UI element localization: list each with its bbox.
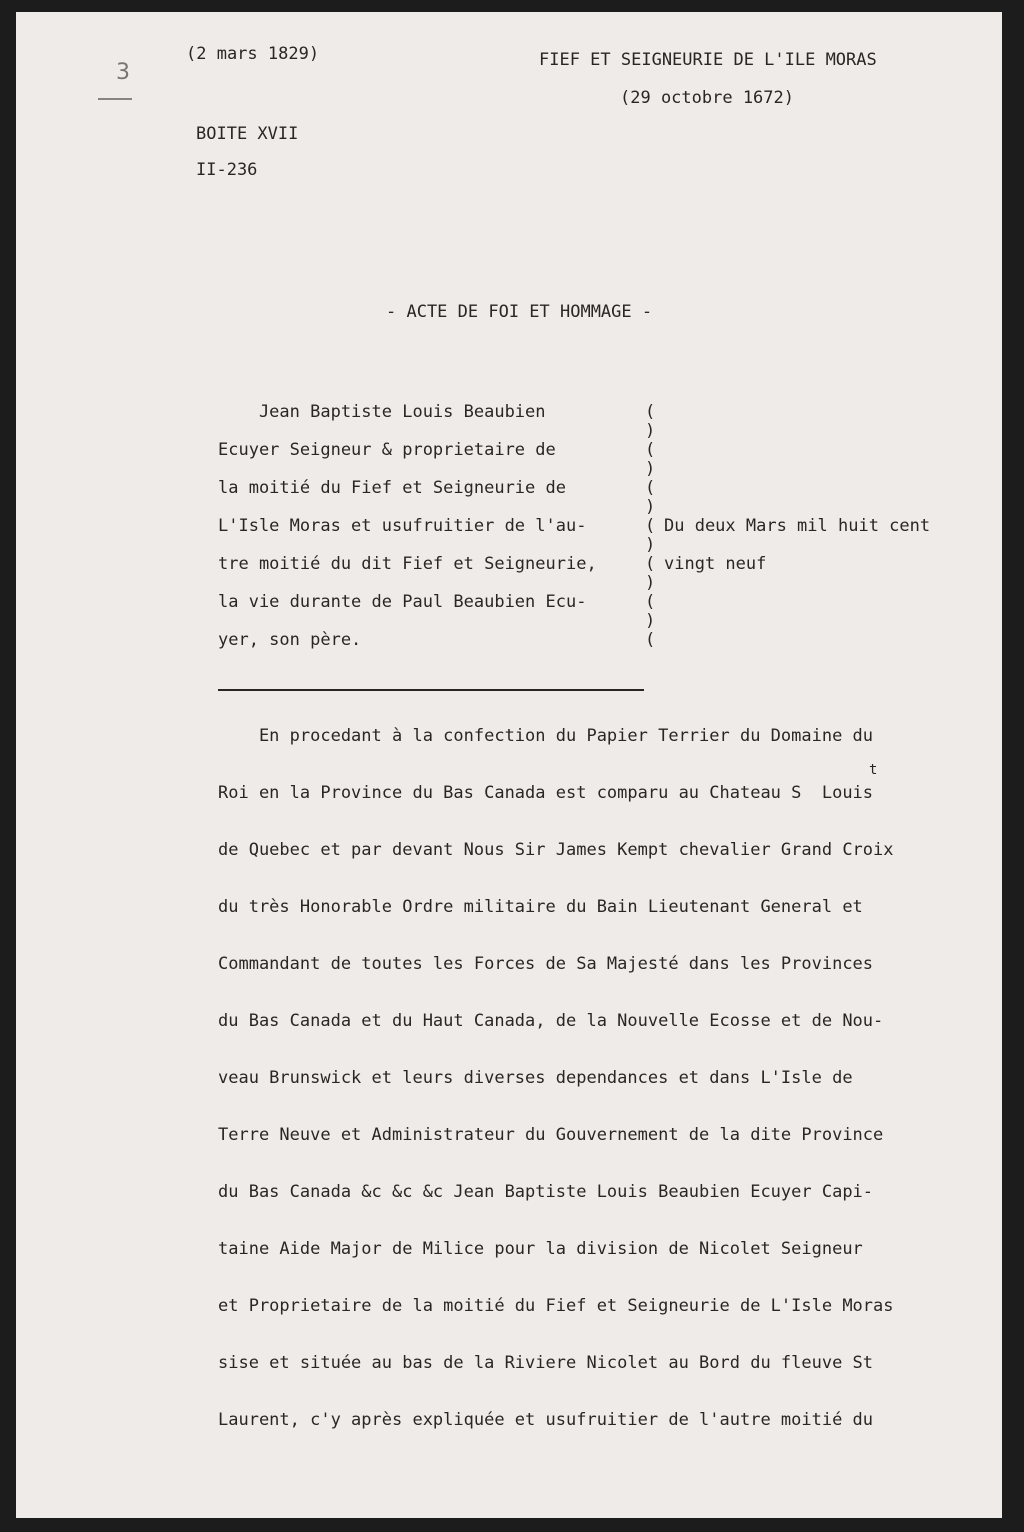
- body-line: du Bas Canada et du Haut Canada, de la Nouvelle Ecosse et de Nou-: [218, 1011, 884, 1031]
- bracket-mark: (: [645, 630, 656, 650]
- left-block-line: Jean Baptiste Louis Beaubien: [218, 402, 546, 422]
- bracket-mark: (: [645, 592, 656, 612]
- left-block-line: tre moitié du dit Fief et Seigneurie,: [218, 554, 597, 574]
- margin-page-number: 3: [116, 60, 130, 85]
- bracket-mark: (: [645, 516, 656, 536]
- left-block-line: yer, son père.: [218, 630, 362, 650]
- margin-pencil-mark: [98, 98, 132, 100]
- header-date-right: (29 octobre 1672): [620, 88, 794, 108]
- header-title: FIEF ET SEIGNEURIE DE L'ILE MORAS: [539, 50, 877, 70]
- document-page: [16, 12, 1002, 1518]
- body-line: Commandant de toutes les Forces de Sa Majesté dans les Provinces: [218, 954, 874, 974]
- body-line: de Quebec et par devant Nous Sir James Kempt chevalier Grand Croix: [218, 840, 894, 860]
- left-block-line: L'Isle Moras et usufruitier de l'au-: [218, 516, 587, 536]
- body-line: En procedant à la confection du Papier Terrier du Domaine du: [218, 726, 874, 746]
- body-line: taine Aide Major de Milice pour la division de Nicolet Seigneur: [218, 1239, 863, 1259]
- bracket-mark: (: [645, 402, 656, 422]
- document-title: - ACTE DE FOI ET HOMMAGE -: [386, 302, 653, 322]
- right-block-line: vingt neuf: [664, 554, 767, 574]
- body-line: Laurent, c'y après expliquée et usufruitier de l'autre moitié du: [218, 1410, 874, 1430]
- bracket-mark: (: [645, 554, 656, 574]
- bracket-mark: ): [645, 611, 656, 631]
- body-line: du Bas Canada &c &c &c Jean Baptiste Louis Beaubien Ecuyer Capi-: [218, 1182, 874, 1202]
- left-block-line: la vie durante de Paul Beaubien Ecu-: [218, 592, 587, 612]
- body-line: et Proprietaire de la moitié du Fief et Seigneurie de L'Isle Moras: [218, 1296, 894, 1316]
- header-ref: II-236: [196, 160, 258, 180]
- header-box: BOITE XVII: [196, 124, 299, 144]
- body-line: Terre Neuve et Administrateur du Gouvernement de la dite Province: [218, 1125, 884, 1145]
- bracket-mark: (: [645, 440, 656, 460]
- header-date-left: (2 mars 1829): [186, 44, 320, 64]
- left-block-line: la moitié du Fief et Seigneurie de: [218, 478, 566, 498]
- bracket-mark: ): [645, 497, 656, 517]
- separator-rule: [218, 689, 644, 691]
- bracket-mark: ): [645, 535, 656, 555]
- bracket-mark: (: [645, 478, 656, 498]
- bracket-mark: ): [645, 421, 656, 441]
- bracket-mark: ): [645, 459, 656, 479]
- body-line: veau Brunswick et leurs diverses dependances et dans L'Isle de: [218, 1068, 853, 1088]
- bracket-mark: ): [645, 573, 656, 593]
- body-line: Roi en la Province du Bas Canada est comparu au Chateau S Louis: [218, 783, 874, 803]
- body-line: du très Honorable Ordre militaire du Bain Lieutenant General et: [218, 897, 863, 917]
- body-line: sise et située au bas de la Riviere Nicolet au Bord du fleuve St: [218, 1353, 874, 1373]
- superscript-t: t: [869, 762, 878, 778]
- left-block-line: Ecuyer Seigneur & proprietaire de: [218, 440, 556, 460]
- right-block-line: Du deux Mars mil huit cent: [664, 516, 931, 536]
